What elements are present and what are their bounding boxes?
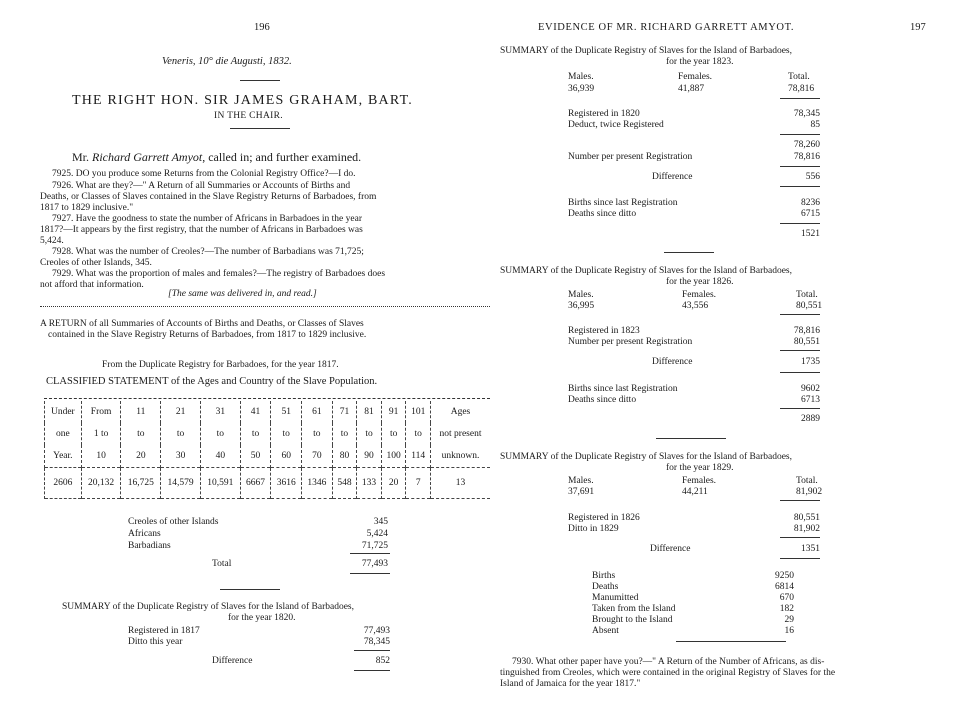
age-header-5: 41 bbox=[240, 401, 271, 423]
age-header-8: 71 bbox=[332, 401, 357, 423]
age-header-9: 90 bbox=[357, 445, 382, 468]
s1823-present bbox=[568, 152, 820, 162]
summary-value: 77,493 bbox=[363, 626, 390, 636]
divider bbox=[220, 589, 280, 590]
summary-value: 29 bbox=[784, 615, 794, 625]
origin-label: Barbadians bbox=[128, 541, 171, 551]
summary-1826-subtitle: for the year 1826. bbox=[666, 277, 734, 287]
age-header-9: 81 bbox=[357, 401, 382, 423]
summary-1820-registered bbox=[128, 626, 390, 636]
s1826-bd-diff bbox=[780, 414, 820, 424]
sum-rule bbox=[350, 573, 390, 574]
summary-value: 6814 bbox=[775, 582, 794, 592]
age-header-3: 30 bbox=[161, 445, 201, 468]
origin-value: 345 bbox=[373, 517, 388, 527]
age-header-4: 31 bbox=[200, 401, 240, 423]
summary-value: 670 bbox=[779, 593, 794, 603]
summary-label: Births bbox=[592, 571, 616, 581]
summary-1823-title: SUMMARY of the Duplicate Registry of Slaves for the Island of Barbadoes, bbox=[500, 46, 792, 56]
sum-rule bbox=[780, 372, 820, 373]
classified-statement-title: CLASSIFIED STATEMENT of the Ages and Country of the Slave Population. bbox=[46, 376, 378, 387]
age-header-11: 101 bbox=[406, 401, 431, 423]
age-value-5: 6667 bbox=[240, 468, 271, 499]
origin-value: 5,424 bbox=[366, 529, 388, 539]
date-line: Veneris, 10° die Augusti, 1832. bbox=[162, 56, 292, 67]
summary-label: Difference bbox=[212, 656, 253, 666]
sum-rule bbox=[354, 670, 390, 671]
divider bbox=[230, 128, 290, 129]
females-value: 43,556 bbox=[682, 301, 709, 311]
age-value-3: 14,579 bbox=[161, 468, 201, 499]
age-header-0: one bbox=[45, 423, 82, 445]
table-top-rule bbox=[44, 398, 490, 399]
age-header-8: 80 bbox=[332, 445, 357, 468]
age-header-0: Year. bbox=[45, 445, 82, 468]
right-page bbox=[490, 0, 980, 708]
question-7925: 7925. DO you produce some Returns from the Colonial Registry Office?—I do. bbox=[52, 169, 356, 179]
return-title: A RETURN of all Summaries of Accounts of Births and Deaths, or Classes of Slaves bbox=[40, 319, 364, 329]
divider bbox=[656, 438, 726, 439]
registry-source: From the Duplicate Registry for Barbadoes, for the year 1817. bbox=[102, 360, 339, 370]
summary-label: Ditto in 1829 bbox=[568, 524, 619, 534]
table-row bbox=[45, 423, 491, 445]
origin-row-barbadians bbox=[128, 541, 388, 551]
age-value-1: 20,132 bbox=[81, 468, 121, 499]
return-title-cont: contained in the Slave Registry Returns of Barbadoes, from 1817 to 1829 inclusive. bbox=[48, 330, 367, 340]
origin-label: Total bbox=[212, 559, 232, 569]
question-7929: 7929. What was the proportion of males and females?—The registry of Barbadoes does bbox=[52, 269, 386, 279]
s1829-taken bbox=[592, 604, 794, 614]
age-header-11: to bbox=[406, 423, 431, 445]
summary-value: 9250 bbox=[775, 571, 794, 581]
age-header-1: 1 to bbox=[81, 423, 121, 445]
origin-row-creoles bbox=[128, 517, 388, 527]
age-value-0: 2606 bbox=[45, 468, 82, 499]
s1829-difference bbox=[650, 544, 820, 554]
summary-value: 852 bbox=[375, 656, 390, 666]
summary-label: Difference bbox=[652, 357, 693, 367]
s1823-deduct bbox=[568, 120, 820, 130]
summary-value: 2889 bbox=[801, 414, 820, 424]
summary-label: Deaths since ditto bbox=[568, 395, 637, 405]
summary-value: 1735 bbox=[801, 357, 820, 367]
age-value-6: 3616 bbox=[271, 468, 302, 499]
age-header-3: to bbox=[161, 423, 201, 445]
age-header-10: to bbox=[381, 423, 406, 445]
age-header-2: 11 bbox=[121, 401, 161, 423]
summary-label: Number per present Registration bbox=[568, 337, 693, 347]
summary-value: 182 bbox=[779, 604, 794, 614]
question-7927-cont: 1817?—It appears by the first registry, that the number of Africans in Barbadoes was bbox=[40, 225, 363, 235]
age-header-6: 60 bbox=[271, 445, 302, 468]
summary-label: Taken from the Island bbox=[592, 604, 676, 614]
summary-label: Registered in 1820 bbox=[568, 109, 640, 119]
question-7928: 7928. What was the number of Creoles?—The number of Barbadians was 71,725; bbox=[52, 247, 364, 257]
question-7928-cont: Creoles of other Islands, 345. bbox=[40, 258, 152, 268]
origin-value: 77,493 bbox=[361, 559, 388, 569]
age-header-10: 100 bbox=[381, 445, 406, 468]
age-header-1: 10 bbox=[81, 445, 121, 468]
summary-1820-difference bbox=[212, 656, 390, 666]
age-value-7: 1346 bbox=[302, 468, 333, 499]
males-value: 37,691 bbox=[568, 487, 595, 497]
summary-1820-title: SUMMARY of the Duplicate Registry of Slaves for the Island of Barbadoes, bbox=[62, 602, 354, 612]
question-7926: 7926. What are they?—" A Return of all Summaries or Accounts of Births and bbox=[52, 181, 351, 191]
s1823-births bbox=[568, 198, 820, 208]
table-row bbox=[45, 468, 491, 499]
summary-label: Difference bbox=[652, 172, 693, 182]
summary-value: 1521 bbox=[801, 229, 820, 239]
summary-value: 16 bbox=[784, 626, 794, 636]
summary-label: Deaths bbox=[592, 582, 619, 592]
summary-label: Deaths since ditto bbox=[568, 209, 637, 219]
delivered-note: [The same was delivered in, and read.] bbox=[168, 289, 317, 299]
age-header-7: 70 bbox=[302, 445, 333, 468]
divider bbox=[664, 252, 714, 253]
sum-rule bbox=[780, 314, 820, 315]
origin-row-africans bbox=[128, 529, 388, 539]
males-label: Males. bbox=[568, 290, 594, 300]
summary-value: 80,551 bbox=[793, 337, 820, 347]
sum-rule bbox=[780, 408, 820, 409]
summary-1829-headers bbox=[568, 476, 828, 486]
summary-1823-subtitle: for the year 1823. bbox=[666, 57, 734, 67]
age-value-12: 13 bbox=[431, 468, 491, 499]
age-header-10: 91 bbox=[381, 401, 406, 423]
age-header-12: not present bbox=[431, 423, 491, 445]
age-header-11: 114 bbox=[406, 445, 431, 468]
s1823-net bbox=[780, 140, 820, 150]
summary-1826-headers bbox=[568, 290, 828, 300]
question-7927-cont: 5,424. bbox=[40, 236, 64, 246]
origin-label: Creoles of other Islands bbox=[128, 517, 219, 527]
summary-label: Absent bbox=[592, 626, 619, 636]
divider bbox=[40, 306, 490, 307]
question-7930: 7930. What other paper have you?—" A Return of the Number of Africans, as dis- bbox=[512, 657, 825, 667]
females-value: 44,211 bbox=[682, 487, 708, 497]
females-label: Females. bbox=[682, 290, 717, 300]
sum-rule bbox=[780, 350, 820, 351]
s1829-manumitted bbox=[592, 593, 794, 603]
question-7930-cont: Island of Jamaica for the year 1817." bbox=[500, 679, 641, 689]
males-label: Males. bbox=[568, 476, 594, 486]
age-header-7: 61 bbox=[302, 401, 333, 423]
s1826-deaths bbox=[568, 395, 820, 405]
divider bbox=[240, 80, 280, 81]
sum-rule bbox=[780, 500, 820, 501]
summary-value: 78,816 bbox=[793, 152, 820, 162]
summary-value: 78,345 bbox=[793, 109, 820, 119]
s1829-deaths bbox=[592, 582, 794, 592]
age-header-8: to bbox=[332, 423, 357, 445]
age-value-8: 548 bbox=[332, 468, 357, 499]
question-7926-cont: 1817 to 1829 inclusive." bbox=[40, 203, 134, 213]
males-value: 36,995 bbox=[568, 301, 595, 311]
summary-1820-ditto bbox=[128, 637, 390, 647]
summary-1829-title: SUMMARY of the Duplicate Registry of Slaves for the Island of Barbadoes, bbox=[500, 452, 792, 462]
summary-value: 78,816 bbox=[793, 326, 820, 336]
s1826-present bbox=[568, 337, 820, 347]
question-7929-cont: not afford that information. bbox=[40, 280, 144, 290]
summary-label: Difference bbox=[650, 544, 691, 554]
total-label: Total. bbox=[788, 72, 810, 82]
age-header-9: to bbox=[357, 423, 382, 445]
total-label: Total. bbox=[796, 476, 818, 486]
s1823-bd-diff bbox=[780, 229, 820, 239]
summary-label: Births since last Registration bbox=[568, 198, 678, 208]
total-value: 78,816 bbox=[788, 84, 815, 94]
page-number-left: 196 bbox=[254, 22, 270, 33]
age-header-0: Under bbox=[45, 401, 82, 423]
summary-label: Ditto this year bbox=[128, 637, 183, 647]
age-header-4: 40 bbox=[200, 445, 240, 468]
table-row bbox=[45, 445, 491, 468]
table-row bbox=[45, 401, 491, 423]
s1829-ditto bbox=[568, 524, 820, 534]
summary-value: 80,551 bbox=[793, 513, 820, 523]
total-value: 80,551 bbox=[796, 301, 823, 311]
summary-1826-values bbox=[568, 301, 828, 311]
summary-value: 78,345 bbox=[363, 637, 390, 647]
age-table bbox=[44, 401, 490, 499]
summary-label: Registered in 1826 bbox=[568, 513, 640, 523]
summary-label: Deduct, twice Registered bbox=[568, 120, 664, 130]
summary-1820-subtitle: for the year 1820. bbox=[228, 613, 296, 623]
s1829-births bbox=[592, 571, 794, 581]
s1823-registered bbox=[568, 109, 820, 119]
summary-1829-subtitle: for the year 1829. bbox=[666, 463, 734, 473]
sum-rule bbox=[350, 553, 390, 554]
sum-rule bbox=[780, 558, 820, 559]
summary-label: Registered in 1817 bbox=[128, 626, 200, 636]
age-value-2: 16,725 bbox=[121, 468, 161, 499]
summary-value: 78,260 bbox=[793, 140, 820, 150]
age-header-2: 20 bbox=[121, 445, 161, 468]
females-label: Females. bbox=[678, 72, 713, 82]
s1826-registered bbox=[568, 326, 820, 336]
total-label: Total. bbox=[796, 290, 818, 300]
question-7927: 7927. Have the goodness to state the number of Africans in Barbadoes in the year bbox=[52, 214, 362, 224]
divider bbox=[676, 641, 786, 642]
summary-value: 1351 bbox=[801, 544, 820, 554]
origin-row-total bbox=[212, 559, 388, 569]
summary-label: Brought to the Island bbox=[592, 615, 673, 625]
s1829-absent bbox=[592, 626, 794, 636]
age-header-3: 21 bbox=[161, 401, 201, 423]
summary-1823-values bbox=[568, 84, 828, 94]
age-header-12: unknown. bbox=[431, 445, 491, 468]
females-value: 41,887 bbox=[678, 84, 705, 94]
sum-rule bbox=[354, 650, 390, 651]
summary-value: 81,902 bbox=[793, 524, 820, 534]
question-7926-cont: Deaths, or Classes of Slaves contained in the Slave Registry Returns of Barbadoes, from bbox=[40, 192, 377, 202]
summary-value: 8236 bbox=[801, 198, 820, 208]
age-header-6: 51 bbox=[271, 401, 302, 423]
sum-rule bbox=[780, 223, 820, 224]
summary-value: 556 bbox=[805, 172, 820, 182]
age-value-4: 10,591 bbox=[200, 468, 240, 499]
males-label: Males. bbox=[568, 72, 594, 82]
sum-rule bbox=[780, 166, 820, 167]
summary-label: Manumitted bbox=[592, 593, 639, 603]
origin-label: Africans bbox=[128, 529, 161, 539]
sum-rule bbox=[780, 537, 820, 538]
summary-1826-title: SUMMARY of the Duplicate Registry of Slaves for the Island of Barbadoes, bbox=[500, 266, 792, 276]
summary-label: Registered in 1823 bbox=[568, 326, 640, 336]
s1826-births bbox=[568, 384, 820, 394]
summary-value: 6715 bbox=[801, 209, 820, 219]
age-value-10: 20 bbox=[381, 468, 406, 499]
summary-label: Number per present Registration bbox=[568, 152, 693, 162]
age-header-6: to bbox=[271, 423, 302, 445]
age-header-2: to bbox=[121, 423, 161, 445]
question-7930-cont: tinguished from Creoles, which were contained in the original Registry of Slaves for the bbox=[500, 668, 836, 678]
s1829-brought bbox=[592, 615, 794, 625]
s1829-registered bbox=[568, 513, 820, 523]
chair-title: THE RIGHT HON. SIR JAMES GRAHAM, BART. bbox=[72, 93, 413, 108]
age-header-1: From bbox=[81, 401, 121, 423]
s1826-difference bbox=[652, 357, 820, 367]
age-value-9: 133 bbox=[357, 468, 382, 499]
age-header-4: to bbox=[200, 423, 240, 445]
summary-label: Births since last Registration bbox=[568, 384, 678, 394]
witness-name: Richard Garrett Amyot bbox=[92, 150, 203, 164]
witness-line: Mr. Richard Garrett Amyot, called in; and further examined. bbox=[72, 150, 362, 164]
females-label: Females. bbox=[682, 476, 717, 486]
age-header-5: to bbox=[240, 423, 271, 445]
sum-rule bbox=[780, 98, 820, 99]
age-header-5: 50 bbox=[240, 445, 271, 468]
age-header-12: Ages bbox=[431, 401, 491, 423]
s1823-deaths bbox=[568, 209, 820, 219]
page-number-right: 197 bbox=[910, 22, 926, 33]
s1823-difference bbox=[652, 172, 820, 182]
sum-rule bbox=[780, 134, 820, 135]
total-value: 81,902 bbox=[796, 487, 823, 497]
summary-value: 6713 bbox=[801, 395, 820, 405]
age-header-7: to bbox=[302, 423, 333, 445]
running-header: EVIDENCE OF MR. RICHARD GARRETT AMYOT. bbox=[538, 22, 795, 33]
age-value-11: 7 bbox=[406, 468, 431, 499]
summary-1823-headers bbox=[568, 72, 828, 82]
sum-rule bbox=[780, 186, 820, 187]
summary-value: 9602 bbox=[801, 384, 820, 394]
summary-1829-values bbox=[568, 487, 828, 497]
origin-value: 71,725 bbox=[361, 541, 388, 551]
chair-subtitle: IN THE CHAIR. bbox=[214, 111, 283, 121]
summary-value: 85 bbox=[810, 120, 820, 130]
males-value: 36,939 bbox=[568, 84, 595, 94]
